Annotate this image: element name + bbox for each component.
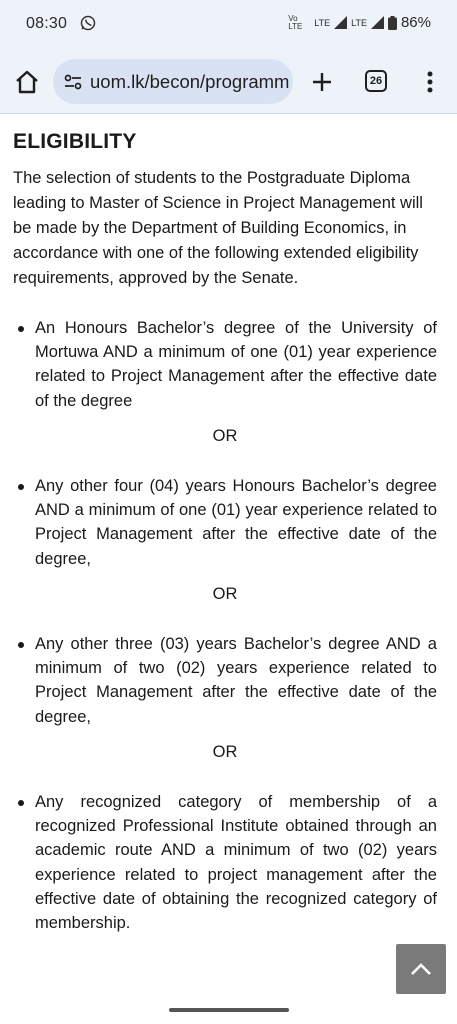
bullet-icon [18,484,24,490]
offscreen-text [13,1014,437,1024]
bullet-icon [18,800,24,806]
list-item [13,790,437,935]
address-bar[interactable] [53,59,293,104]
volte-label: Vo LTE [288,13,303,31]
chevron-up-icon [409,959,433,979]
list-item [13,316,437,413]
lte-label-2: LTE [351,17,367,28]
page-content [13,126,437,933]
status-bar [0,0,457,50]
or-separator: OR [212,585,238,603]
criterion-text: Any other four (04) years Honours Bachelor’s degree AND a minimum of one (01) year experience related to Project Management after the effective date of the degree, [35,477,437,568]
signal-icon-2 [371,16,384,29]
plus-icon[interactable] [309,69,335,95]
criterion-text: Any recognized category of membership of a recognized Professional Institute obtained through an academic route AND a minimum of two (02) years experience related to project management after the effective date of obtaining the recognized category of membership. [35,793,437,933]
status-indicators [288,14,431,31]
home-icon[interactable] [13,68,41,96]
list-item [13,632,437,729]
bullet-icon [18,642,24,648]
criterion-text: An Honours Bachelor’s degree of the University of Mortuwa AND a minimum of one (01) year experience related to Project Management after the effective date of the degree [35,319,437,410]
battery-icon [388,16,397,30]
bullet-icon [18,326,24,332]
url-text[interactable]: uom.lk/becon/programm [90,71,290,92]
clock: 08:30 [26,15,68,32]
gesture-nav-handle[interactable] [169,1008,289,1012]
or-separator: OR [212,743,238,761]
or-separator: OR [212,427,238,445]
intro-paragraph: The selection of students to the Postgraduate Diploma leading to Master of Science in Project Management will be made by the Department of Building Economics, in accordance with one of the following extended eligibility requirements, approved by the Senate. [13,169,423,287]
page-title: ELIGIBILITY [13,130,137,153]
more-vert-icon[interactable] [420,69,440,95]
signal-icon-1 [334,16,347,29]
criterion-text: Any other three (03) years Bachelor’s degree AND a minimum of two (02) years experience related to Project Management after the effective date of the degree, [35,635,437,726]
scroll-to-top-button[interactable] [396,944,446,994]
tab-switcher-button[interactable]: 26 [365,70,387,92]
whatsapp-icon [80,15,96,31]
site-settings-icon[interactable] [63,72,83,92]
lte-label-1: LTE [314,17,331,28]
battery-level: 86% [400,14,431,31]
list-item [13,474,437,571]
browser-toolbar [0,50,457,114]
